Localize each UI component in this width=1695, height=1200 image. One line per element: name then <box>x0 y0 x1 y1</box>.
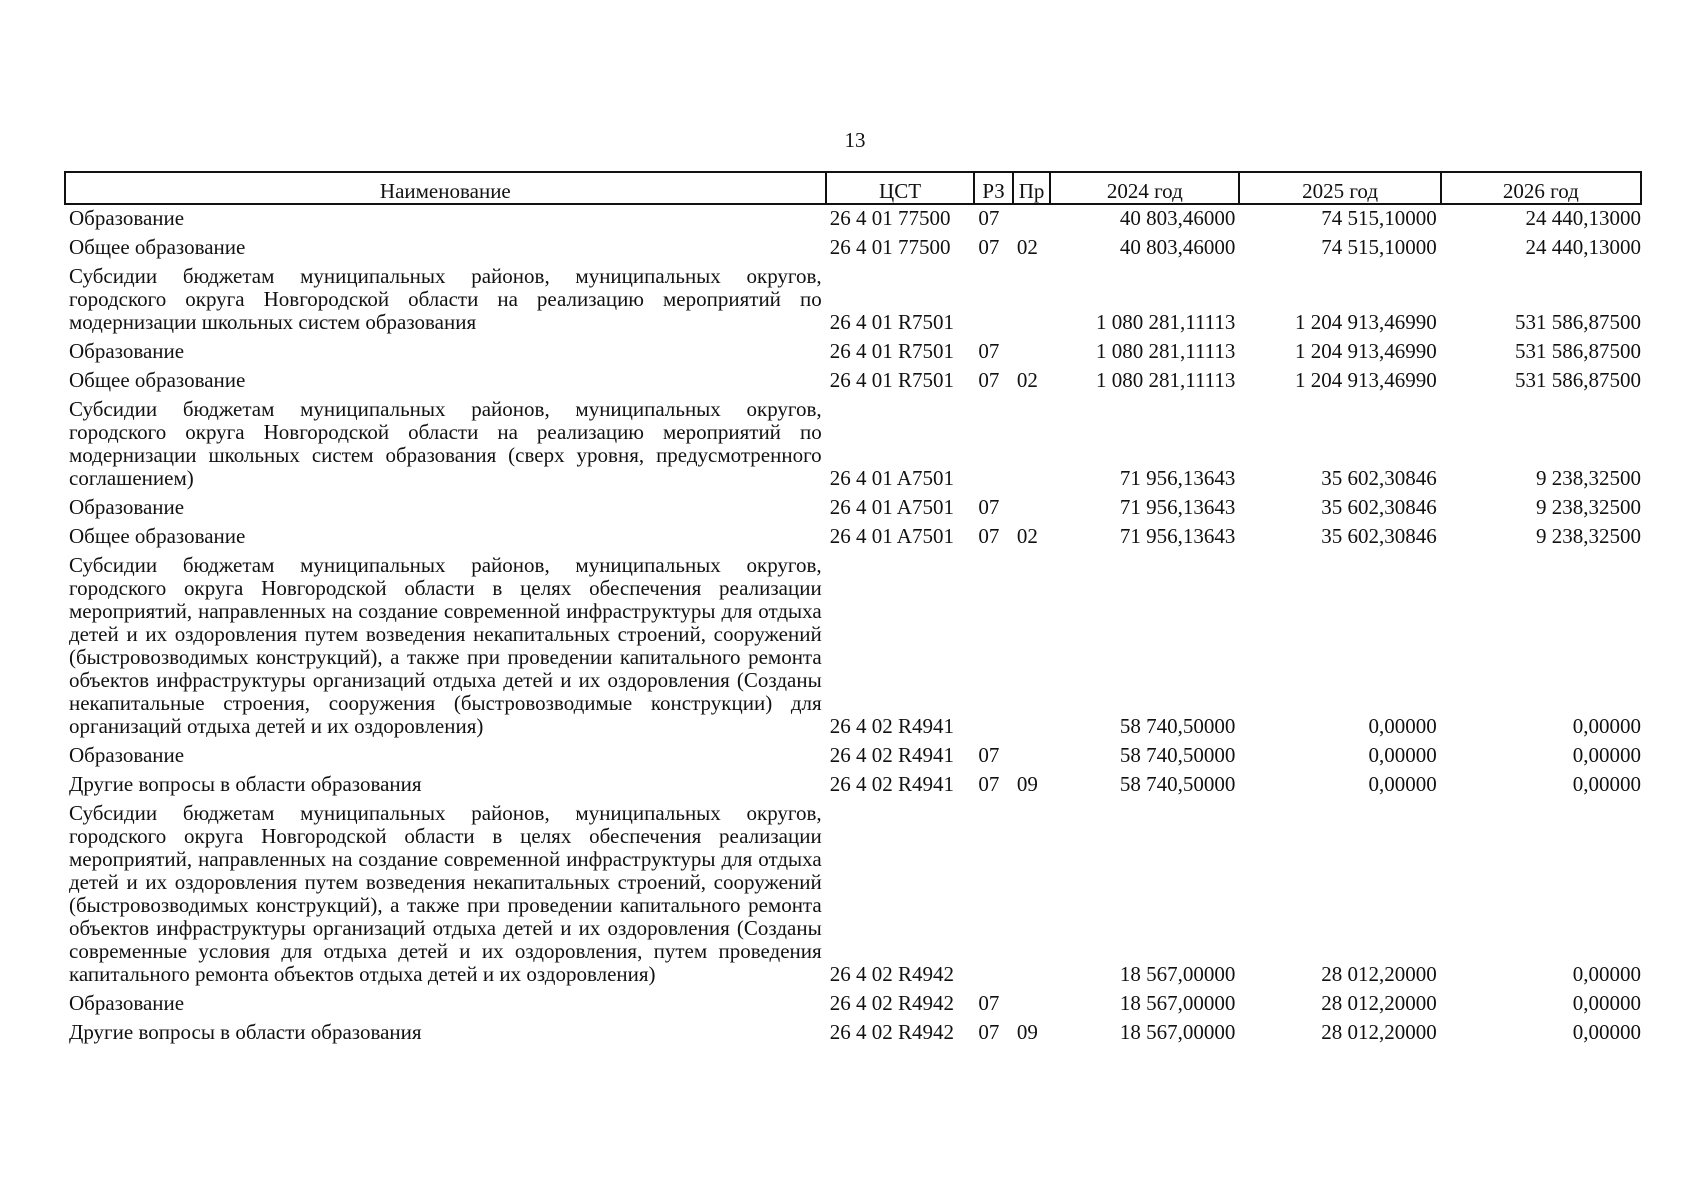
row-cst: 26 4 01 A7501 <box>829 495 954 519</box>
header-2025: 2025 год <box>1239 172 1440 204</box>
row-pr <box>1013 263 1050 338</box>
table-row <box>65 367 1641 396</box>
row-cst: 26 4 01 R7501 <box>829 368 954 392</box>
row-rz: 07 <box>978 1020 1000 1044</box>
row-pr: 02 <box>1016 235 1038 259</box>
row-cst: 26 4 02 R4941 <box>829 743 954 767</box>
row-cst: 26 4 02 R4942 <box>829 1020 954 1044</box>
row-2025: 35 602,30846 <box>1321 466 1437 490</box>
row-name: Общее образование <box>69 524 246 548</box>
row-2026: 531 586,87500 <box>1515 310 1641 334</box>
row-name: Субсидии бюджетам муниципальных районов, муниципальных округов, городского округа Новгородской области на реализацию мероприятий по модернизации школьных систем образования (сверх уровня, предусмотренного соглашением) <box>69 397 822 490</box>
header-cst: ЦСТ <box>826 172 975 204</box>
row-name: Другие вопросы в области образования <box>69 1020 422 1044</box>
row-rz: 07 <box>978 743 1000 767</box>
row-2024: 18 567,00000 <box>1119 962 1236 986</box>
row-cst: 26 4 02 R4942 <box>829 991 954 1015</box>
row-name: Образование <box>69 991 185 1015</box>
row-2025: 74 515,10000 <box>1321 206 1437 230</box>
row-2026: 0,00000 <box>1572 991 1641 1015</box>
row-2024: 71 956,13643 <box>1119 524 1236 548</box>
row-2026: 0,00000 <box>1572 772 1641 796</box>
table-row <box>65 523 1641 552</box>
row-name: Образование <box>69 743 185 767</box>
row-2024: 40 803,46000 <box>1119 235 1236 259</box>
row-2026: 9 238,32500 <box>1536 495 1641 519</box>
table-row <box>65 234 1641 263</box>
row-2024: 58 740,50000 <box>1119 772 1236 796</box>
header-2026: 2026 год <box>1441 172 1641 204</box>
row-2024: 1 080 281,11113 <box>1095 339 1236 363</box>
header-name: Наименование <box>65 172 826 204</box>
table-row <box>65 263 1641 338</box>
row-2025: 28 012,20000 <box>1321 991 1437 1015</box>
row-cst: 26 4 01 77500 <box>829 235 951 259</box>
row-pr <box>1013 990 1050 1019</box>
row-2024: 40 803,46000 <box>1119 206 1236 230</box>
table-row <box>65 771 1641 800</box>
table-row <box>65 800 1641 990</box>
row-2026: 531 586,87500 <box>1515 339 1641 363</box>
row-2025: 35 602,30846 <box>1321 524 1437 548</box>
row-cst: 26 4 01 77500 <box>829 206 951 230</box>
row-2026: 0,00000 <box>1572 743 1641 767</box>
page-number: 13 <box>844 128 866 152</box>
row-2025: 28 012,20000 <box>1321 1020 1437 1044</box>
row-cst: 26 4 01 A7501 <box>829 524 954 548</box>
row-2026: 0,00000 <box>1572 1020 1641 1044</box>
table-header-row <box>65 172 1641 204</box>
row-pr: 02 <box>1016 368 1038 392</box>
row-pr: 02 <box>1016 524 1038 548</box>
table-row <box>65 990 1641 1019</box>
row-rz: 07 <box>978 206 1000 230</box>
row-2025: 0,00000 <box>1368 772 1437 796</box>
row-2025: 1 204 913,46990 <box>1294 310 1437 334</box>
row-rz: 07 <box>978 339 1000 363</box>
budget-table <box>64 171 1642 1048</box>
row-pr <box>1013 396 1050 494</box>
row-pr: 09 <box>1016 772 1038 796</box>
row-pr <box>1013 800 1050 990</box>
row-2024: 58 740,50000 <box>1119 743 1236 767</box>
row-name: Субсидии бюджетам муниципальных районов, муниципальных округов, городского округа Новгородской области в целях обеспечения реализации мероприятий, направленных на создание современной инфраструктуры для отдыха детей и их оздоровления путем возведения некапитальных строений, сооружений (быстровозводимых конструкций), а также при проведении капитального ремонта объектов инфраструктуры организаций отдыха детей и их оздоровления (Созданы некапитальные строения, сооружения (быстровозводимые конструкции) для организаций отдыха детей и их оздоровления) <box>69 553 822 738</box>
row-2026: 24 440,13000 <box>1525 235 1641 259</box>
row-pr: 09 <box>1016 1020 1038 1044</box>
row-rz <box>974 800 1012 990</box>
row-name: Образование <box>69 495 185 519</box>
row-rz: 07 <box>978 495 1000 519</box>
row-pr <box>1013 552 1050 742</box>
row-2025: 1 204 913,46990 <box>1294 368 1437 392</box>
table-row <box>65 742 1641 771</box>
table-row <box>65 396 1641 494</box>
row-2026: 24 440,13000 <box>1525 206 1641 230</box>
row-2024: 71 956,13643 <box>1119 466 1236 490</box>
table-row <box>65 204 1641 234</box>
row-rz: 07 <box>978 235 1000 259</box>
row-cst: 26 4 02 R4941 <box>829 714 954 738</box>
row-2024: 1 080 281,11113 <box>1095 368 1236 392</box>
row-2025: 74 515,10000 <box>1321 235 1437 259</box>
row-2025: 28 012,20000 <box>1321 962 1437 986</box>
row-rz: 07 <box>978 524 1000 548</box>
row-rz <box>974 396 1012 494</box>
row-rz: 07 <box>978 991 1000 1015</box>
header-rz: РЗ <box>974 172 1012 204</box>
row-cst: 26 4 01 A7501 <box>829 466 954 490</box>
row-cst: 26 4 01 R7501 <box>829 310 954 334</box>
row-2024: 71 956,13643 <box>1119 495 1236 519</box>
row-2026: 9 238,32500 <box>1536 524 1641 548</box>
row-2024: 58 740,50000 <box>1119 714 1236 738</box>
row-pr <box>1013 338 1050 367</box>
row-name: Субсидии бюджетам муниципальных районов, муниципальных округов, городского округа Новгородской области на реализацию мероприятий по модернизации школьных систем образования <box>69 264 822 334</box>
row-cst: 26 4 01 R7501 <box>829 339 954 363</box>
header-2024: 2024 год <box>1050 172 1239 204</box>
row-rz: 07 <box>978 772 1000 796</box>
row-2024: 1 080 281,11113 <box>1095 310 1236 334</box>
row-name: Общее образование <box>69 235 246 259</box>
table-row <box>65 494 1641 523</box>
row-name: Общее образование <box>69 368 246 392</box>
row-cst: 26 4 02 R4942 <box>829 962 954 986</box>
row-name: Образование <box>69 339 185 363</box>
row-2024: 18 567,00000 <box>1119 1020 1236 1044</box>
row-name: Субсидии бюджетам муниципальных районов, муниципальных округов, городского округа Новгородской области в целях обеспечения реализации мероприятий, направленных на создание современной инфраструктуры для отдыха детей и их оздоровления путем возведения некапитальных строений, сооружений (быстровозводимых конструкций), а также при проведении капитального ремонта объектов инфраструктуры организаций отдыха детей и их оздоровления (Созданы современные условия для отдыха детей и их оздоровления, путем проведения капитального ремонта объектов отдыха детей и их оздоровления) <box>69 801 822 986</box>
row-2026: 0,00000 <box>1572 714 1641 738</box>
row-rz: 07 <box>978 368 1000 392</box>
row-2026: 0,00000 <box>1572 962 1641 986</box>
row-rz <box>974 552 1012 742</box>
row-name: Другие вопросы в области образования <box>69 772 422 796</box>
header-pr: Пр <box>1013 172 1050 204</box>
row-2025: 0,00000 <box>1368 714 1437 738</box>
row-pr <box>1013 494 1050 523</box>
row-2024: 18 567,00000 <box>1119 991 1236 1015</box>
row-2025: 0,00000 <box>1368 743 1437 767</box>
row-pr <box>1013 204 1050 234</box>
table-row <box>65 1019 1641 1048</box>
row-name: Образование <box>69 206 185 230</box>
table-row <box>65 552 1641 742</box>
table-row <box>65 338 1641 367</box>
row-2026: 531 586,87500 <box>1515 368 1641 392</box>
row-cst: 26 4 02 R4941 <box>829 772 954 796</box>
row-2026: 9 238,32500 <box>1536 466 1641 490</box>
row-pr <box>1013 742 1050 771</box>
row-rz <box>974 263 1012 338</box>
row-2025: 35 602,30846 <box>1321 495 1437 519</box>
row-2025: 1 204 913,46990 <box>1294 339 1437 363</box>
